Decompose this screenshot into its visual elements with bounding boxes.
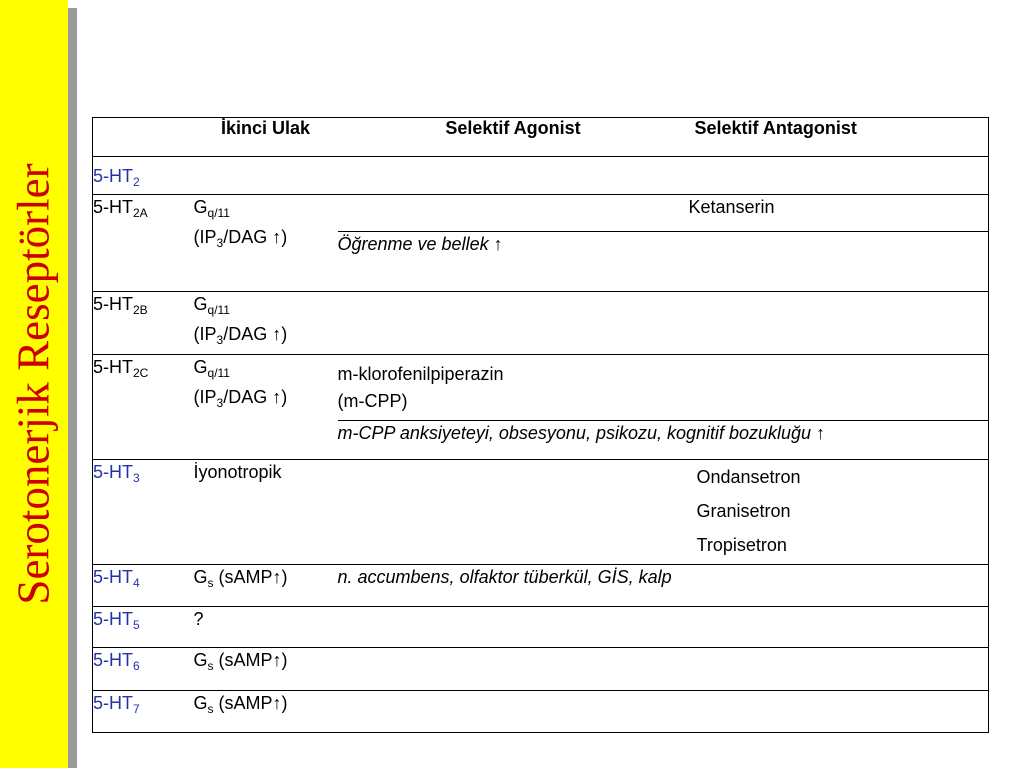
receptor-5ht5: $5-HT_5$: [93, 607, 194, 648]
note-5ht2a: Öğrenme ve bellek ↑: [338, 232, 989, 292]
header-receptor: [93, 118, 194, 157]
table-row: [93, 355, 989, 421]
receptor-family-5ht2: $5-HT_2$: [93, 157, 989, 195]
agonist-5ht3: [338, 460, 689, 565]
antagonist-5ht6: [689, 648, 989, 691]
messenger-5ht4: $G_s$ (sAMP↑): [194, 565, 338, 607]
messenger-5ht5: ?: [194, 607, 338, 648]
sidebar-shadow: [68, 8, 77, 768]
messenger-5ht2b: $G_{q/11}$ ($IP_3$/DAG ↑): [194, 292, 338, 355]
antagonist-5ht2b: [689, 292, 989, 355]
messenger-5ht6: $G_s$ (sAMP↑): [194, 648, 338, 691]
table-row: [93, 565, 989, 607]
table-row: [93, 691, 989, 733]
header-agonist: Selektif Agonist: [338, 118, 689, 157]
receptor-5ht2b: $5-HT_{2B}$: [93, 292, 194, 355]
messenger-5ht3: İyonotropik: [194, 460, 338, 565]
antagonist-5ht5: [689, 607, 989, 648]
list-item: Ondansetron: [696, 467, 801, 487]
header-row: [93, 118, 989, 157]
receptor-table: [92, 117, 989, 733]
note-5ht4: n. accumbens, olfaktor tüberkül, GİS, kalp: [338, 565, 989, 607]
table-row: [93, 607, 989, 648]
agonist-5ht5: [338, 607, 689, 648]
messenger-5ht7: $G_s$ (sAMP↑): [194, 691, 338, 733]
agonist-5ht2a: [338, 195, 689, 232]
note-5ht2c: m-CPP anksiyeteyi, obsesyonu, psikozu, kognitif bozukluğu ↑: [338, 421, 989, 460]
messenger-5ht2c: $G_{q/11}$ ($IP_3$/DAG ↑): [194, 355, 338, 460]
receptor-5ht2c: $5-HT_{2C}$: [93, 355, 194, 460]
slide-title: Serotonerjik Reseptörler: [8, 163, 59, 605]
header-second-messenger: İkinci Ulak: [194, 118, 338, 157]
agonist-5ht7: [338, 691, 689, 733]
table-row: [93, 460, 989, 565]
receptor-5ht6: $5-HT_6$: [93, 648, 194, 691]
receptor-5ht2a: $5-HT_{2A}$: [93, 195, 194, 292]
table-row: [93, 648, 989, 691]
antagonist-5ht7: [689, 691, 989, 733]
receptor-5ht4: $5-HT_4$: [93, 565, 194, 607]
agonist-5ht2c: m-klorofenilpiperazin (m-CPP): [338, 355, 689, 421]
table-row: [93, 292, 989, 355]
table-row: [93, 157, 989, 195]
antagonist-5ht2c: [689, 355, 989, 421]
list-item: Granisetron: [696, 501, 791, 521]
antagonist-list-5ht3: [689, 460, 989, 565]
agonist-5ht2b: [338, 292, 689, 355]
antagonist-5ht2a: Ketanserin: [689, 195, 989, 232]
list-item: Tropisetron: [696, 535, 787, 555]
messenger-5ht2a: $G_{q/11}$ ($IP_3$/DAG ↑): [194, 195, 338, 292]
agonist-5ht6: [338, 648, 689, 691]
receptor-5ht3: $5-HT_3$: [93, 460, 194, 565]
receptor-5ht7: $5-HT_7$: [93, 691, 194, 733]
table-row: [93, 195, 989, 232]
header-antagonist: Selektif Antagonist: [689, 118, 989, 157]
